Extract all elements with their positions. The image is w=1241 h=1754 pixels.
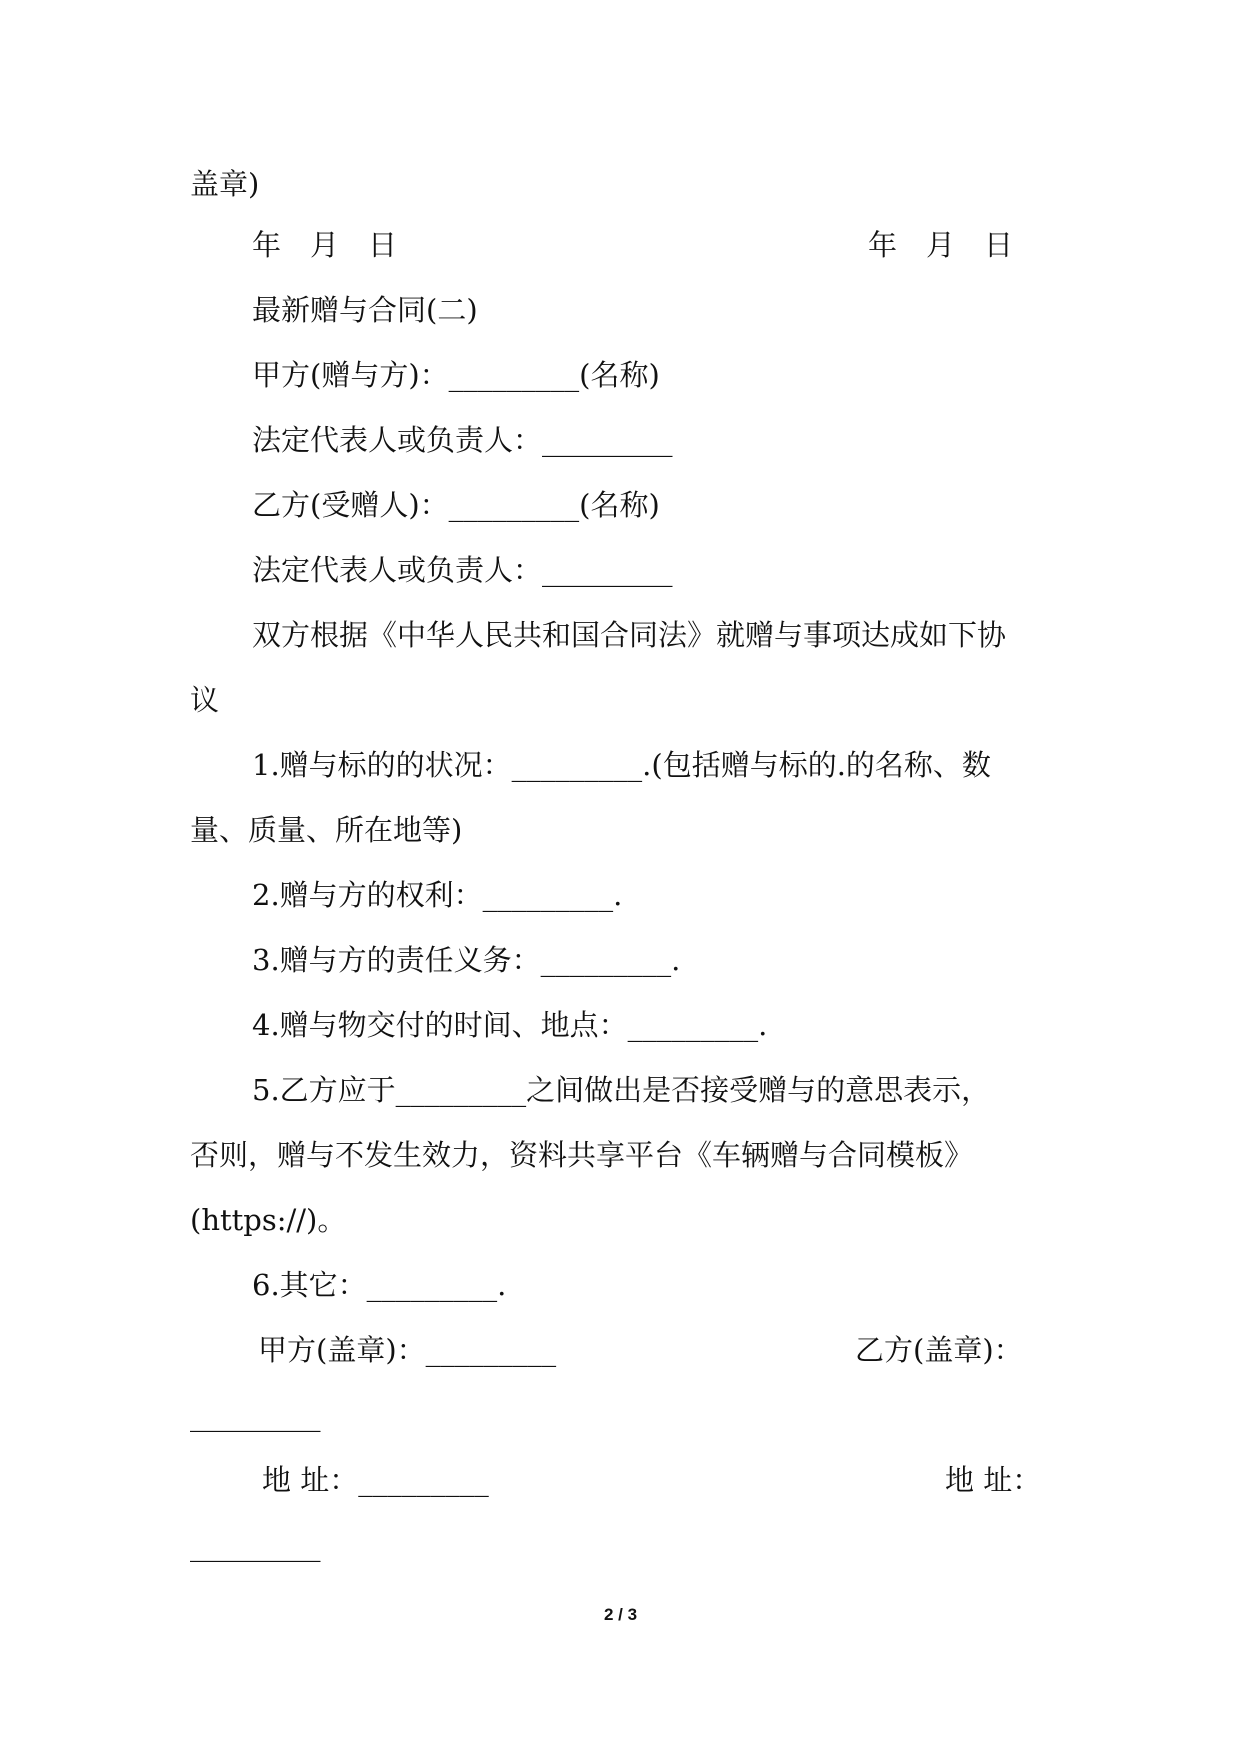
agreement-intro-continued: 议 <box>190 683 220 717</box>
party-a-line: 甲方(赠与方)：_________(名称) <box>252 358 660 392</box>
party-b-address-label: 地 址： <box>945 1463 1042 1497</box>
date-left: 年 月 日 <box>252 228 398 262</box>
party-a-representative-line: 法定代表人或负责人：_________ <box>252 423 673 457</box>
party-b-seal-blank: _________ <box>190 1398 321 1432</box>
clause-3-line: 3.赠与方的责任义务：_________. <box>252 943 681 977</box>
clause-5-line: 5.乙方应于_________之间做出是否接受赠与的意思表示， <box>252 1073 991 1107</box>
clause-5-continued: 否则，赠与不发生效力，资料共享平台《车辆赠与合同模板》 <box>190 1138 974 1172</box>
page-number: 2 / 3 <box>603 1605 638 1624</box>
text-line-seal-continued: 盖章) <box>190 167 260 201</box>
clause-1-line: 1.赠与标的的状况：_________.(包括赠与标的.的名称、数 <box>252 748 991 782</box>
party-b-seal-label: 乙方(盖章)： <box>855 1333 1023 1367</box>
clause-2-line: 2.赠与方的权利：_________. <box>252 878 623 912</box>
clause-5-link-line: (https://)。 <box>190 1203 347 1237</box>
clause-1-continued: 量、质量、所在地等) <box>190 813 463 847</box>
party-b-line: 乙方(受赠人)：_________(名称) <box>252 488 660 522</box>
date-right: 年 月 日 <box>868 228 1014 262</box>
contract-title: 最新赠与合同(二) <box>252 293 478 327</box>
party-a-address-line: 地 址：_________ <box>262 1463 489 1497</box>
party-b-representative-line: 法定代表人或负责人：_________ <box>252 553 673 587</box>
party-b-address-blank: _________ <box>190 1528 321 1562</box>
clause-6-line: 6.其它：_________. <box>252 1268 507 1302</box>
party-a-seal-line: 甲方(盖章)：_________ <box>258 1333 557 1367</box>
clause-4-line: 4.赠与物交付的时间、地点：_________. <box>252 1008 768 1042</box>
agreement-intro-line: 双方根据《中华人民共和国合同法》就赠与事项达成如下协 <box>252 618 1007 652</box>
